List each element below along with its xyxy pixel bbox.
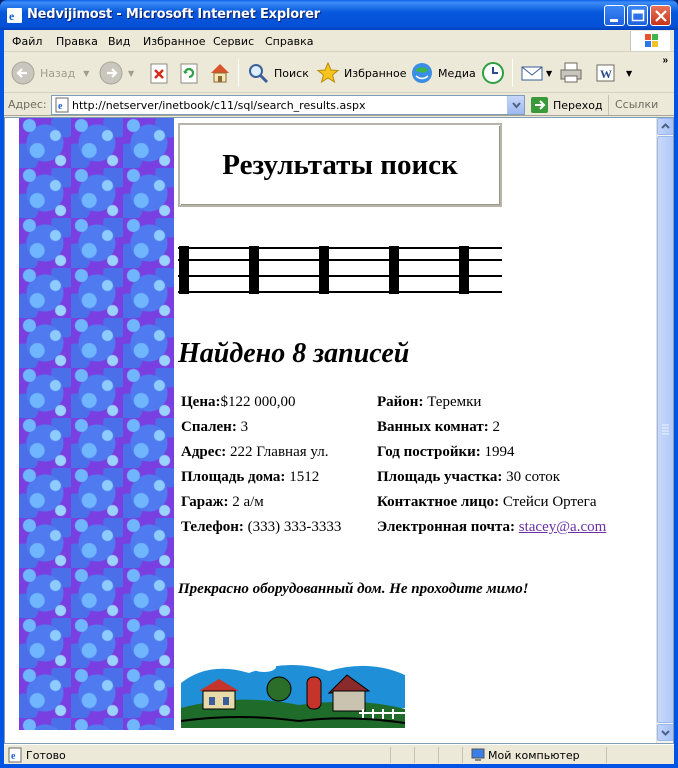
edit-dropdown-icon[interactable]: ▼ <box>626 68 633 78</box>
refresh-icon <box>178 61 200 85</box>
mail-dropdown-icon[interactable]: ▼ <box>546 68 553 78</box>
field-value: 2 <box>492 419 500 435</box>
search-button[interactable] <box>246 58 309 88</box>
forward-dropdown-icon[interactable]: ▼ <box>128 68 135 78</box>
window-body <box>4 30 674 764</box>
menu-help[interactable]: Справка <box>265 35 314 48</box>
flower-pattern-background <box>19 118 174 730</box>
field-label: Гараж: <box>181 494 229 510</box>
history-button[interactable] <box>480 58 506 88</box>
maximize-button[interactable] <box>627 5 648 26</box>
menu-view[interactable]: Вид <box>108 35 131 48</box>
heading-frame <box>178 123 502 207</box>
edit-word-button[interactable] <box>594 58 632 88</box>
search-label: Поиск <box>274 66 309 80</box>
favorites-button[interactable] <box>316 58 406 88</box>
star-icon <box>316 61 340 85</box>
computer-icon <box>470 747 486 763</box>
field-label: Ванных комнат: <box>377 419 489 435</box>
field-value: 1994 <box>484 444 515 460</box>
field-label: Телефон: <box>181 519 244 535</box>
chevron-up-icon <box>658 119 673 134</box>
field-bedrooms <box>181 419 248 436</box>
field-label: Цена: <box>181 394 221 410</box>
menu-file[interactable]: Файл <box>12 35 43 48</box>
windows-flag-icon <box>631 31 671 51</box>
address-label: Адрес: <box>8 98 47 111</box>
field-label: Спален: <box>181 419 237 435</box>
mail-button[interactable] <box>520 58 552 88</box>
listing-description: Прекрасно оборудованный дом. Не проходите мимо! <box>178 581 529 597</box>
search-icon <box>246 61 270 85</box>
scroll-down-button[interactable] <box>657 724 674 741</box>
media-icon <box>410 61 434 85</box>
go-label: Переход <box>553 98 603 112</box>
field-address <box>181 444 328 461</box>
address-input[interactable] <box>51 95 525 115</box>
menu-tools[interactable]: Сервис <box>213 35 255 48</box>
field-price <box>181 394 295 411</box>
word-icon <box>594 61 618 85</box>
forward-button[interactable] <box>98 58 134 88</box>
field-contact <box>377 494 596 511</box>
field-year-built <box>377 444 515 461</box>
forward-arrow-icon <box>98 60 124 86</box>
results-count: Найдено 8 записей <box>178 338 410 369</box>
go-arrow-icon <box>531 97 549 113</box>
field-value: 3 <box>240 419 249 435</box>
grip-icon <box>658 137 673 724</box>
field-label: Контактное лицо: <box>377 494 500 510</box>
media-label: Медиа <box>438 66 476 80</box>
field-value: 1512 <box>289 469 320 485</box>
chevron-down-icon <box>658 725 673 740</box>
content-viewport <box>4 117 674 744</box>
back-dropdown-icon[interactable]: ▼ <box>83 68 90 78</box>
email-link[interactable]: stacey@a.com <box>518 519 607 535</box>
close-icon <box>651 6 672 27</box>
status-pane <box>462 747 463 763</box>
status-pane <box>606 747 607 763</box>
address-dropdown-button[interactable] <box>507 96 524 114</box>
svg-text:W: W <box>600 67 612 81</box>
toolbar-separator <box>238 59 239 87</box>
stop-icon <box>148 61 170 85</box>
address-bar <box>4 94 674 116</box>
refresh-button[interactable] <box>178 58 200 88</box>
ie-icon <box>7 8 22 23</box>
page-status-icon <box>7 747 23 763</box>
svg-text:e: e <box>11 751 16 762</box>
close-button[interactable] <box>650 5 671 26</box>
page-title: Результаты поиск <box>222 148 458 181</box>
back-label: Назад <box>40 66 76 80</box>
divider-graphic <box>178 243 502 299</box>
field-value: Стейси Ортега <box>502 494 597 510</box>
svg-text:e: e <box>58 101 63 112</box>
scroll-up-button[interactable] <box>657 118 674 135</box>
home-button[interactable] <box>208 58 232 88</box>
maximize-icon <box>628 6 649 27</box>
field-label: Площадь дома: <box>181 469 286 485</box>
svg-text:e: e <box>9 9 15 23</box>
field-phone <box>181 519 341 536</box>
links-toolbar[interactable] <box>608 95 658 115</box>
field-value: Теремки <box>427 394 482 410</box>
history-icon <box>480 60 506 86</box>
printer-icon <box>558 61 584 85</box>
field-value: 222 Главная ул. <box>230 444 329 460</box>
media-button[interactable] <box>410 58 476 88</box>
field-email <box>377 519 606 536</box>
field-label: Год постройки: <box>377 444 481 460</box>
links-label: Ссылки <box>615 98 659 111</box>
menu-favorites[interactable]: Избранное <box>143 35 206 48</box>
toolbar-chevron-icon[interactable]: » <box>662 55 668 66</box>
field-label: Электронная почта: <box>377 519 515 535</box>
scroll-thumb[interactable] <box>657 136 674 723</box>
field-house-area <box>181 469 319 486</box>
address-url: http://netserver/inetbook/c11/sql/search_results.aspx <box>72 99 366 112</box>
windows-logo <box>630 31 670 51</box>
farm-clipart <box>179 653 407 728</box>
field-label: Площадь участка: <box>377 469 503 485</box>
field-lot-area <box>377 469 560 486</box>
field-value: $122 000,00 <box>220 394 296 410</box>
back-button[interactable] <box>10 58 89 88</box>
status-pane <box>438 747 439 763</box>
field-value: 30 соток <box>506 469 561 485</box>
web-page <box>5 118 655 743</box>
field-garage <box>181 494 264 511</box>
stop-button[interactable] <box>148 58 170 88</box>
toolbar-separator <box>512 59 513 87</box>
mail-icon <box>520 61 546 85</box>
vertical-scrollbar[interactable] <box>656 118 673 743</box>
minimize-icon <box>605 6 626 27</box>
page-icon <box>54 97 70 113</box>
status-text: Готово <box>26 749 66 762</box>
field-label: Адрес: <box>181 444 227 460</box>
go-button[interactable] <box>531 97 603 113</box>
title-bar[interactable] <box>0 0 678 30</box>
status-pane <box>390 747 391 763</box>
favorites-label: Избранное <box>344 66 407 80</box>
chevron-down-icon <box>508 96 525 114</box>
window-title: Nedvijimost - Microsoft Internet Explorer <box>27 7 320 22</box>
field-bathrooms <box>377 419 500 436</box>
minimize-button[interactable] <box>604 5 625 26</box>
field-value: 2 а/м <box>232 494 264 510</box>
field-label: Район: <box>377 394 424 410</box>
field-district <box>377 394 481 411</box>
status-bar <box>4 744 674 764</box>
security-zone: Мой компьютер <box>488 749 580 762</box>
menu-edit[interactable]: Правка <box>56 35 98 48</box>
menu-bar <box>4 30 674 52</box>
status-pane <box>414 747 415 763</box>
field-value: (333) 333-3333 <box>247 519 342 535</box>
home-icon <box>208 61 232 85</box>
standard-toolbar <box>4 53 674 93</box>
back-arrow-icon <box>10 60 36 86</box>
print-button[interactable] <box>558 58 584 88</box>
